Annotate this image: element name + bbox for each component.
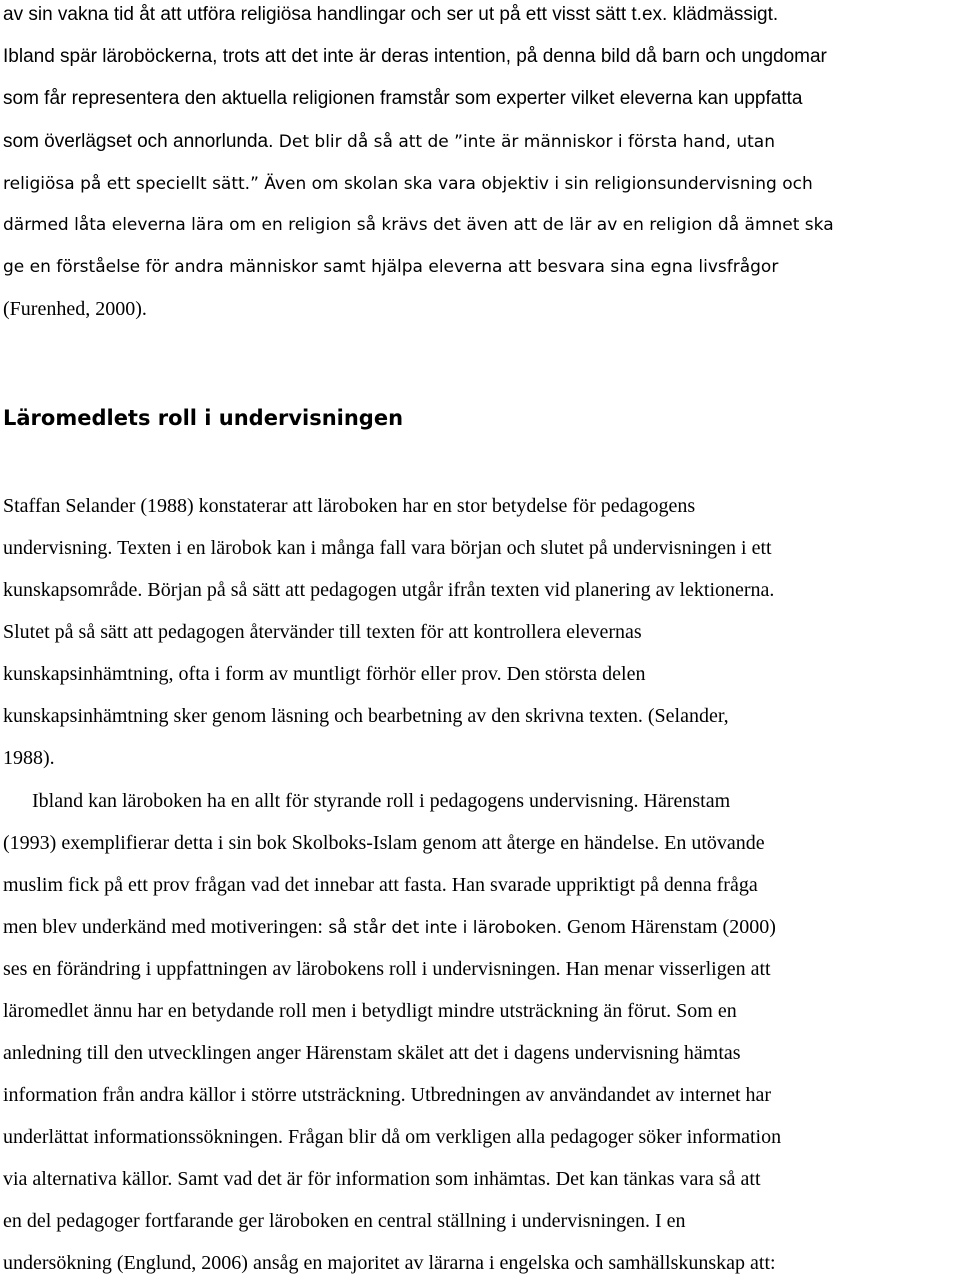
- text-segment: Genom Härenstam (2000): [562, 916, 776, 938]
- text-line: ge en förståelse för andra människor samt hjälpa eleverna att besvara sina egna livsfrågor: [3, 257, 779, 277]
- section-heading: Läromedlets roll i undervisningen: [3, 406, 404, 430]
- text-line: (Furenhed, 2000).: [3, 298, 147, 320]
- text-line: underlättat informationssökningen. Frågan blir då om verkligen alla pedagoger söker information: [3, 1126, 782, 1148]
- text-line: muslim fick på ett prov frågan vad det innebar att fasta. Han svarade uppriktigt på denna fråga: [3, 874, 758, 896]
- text-line: (1993) exemplifierar detta i sin bok Skolboks-Islam genom att återge en händelse. En utövande: [3, 832, 765, 854]
- text-line: anledning till den utvecklingen anger Härenstam skälet att det i dagens undervisning hämtas: [3, 1042, 741, 1064]
- text-line: därmed låta eleverna lära om en religion så krävs det även att de lär av en religion då ämnet ska: [3, 215, 834, 235]
- text-line: [3, 120, 958, 162]
- text-line: undersökning (Englund, 2006) ansåg en majoritet av lärarna i engelska och samhällskunskap att:: [3, 1252, 776, 1274]
- text-line: ses en förändring i uppfattningen av lärobokens roll i undervisningen. Han menar visserligen att: [3, 958, 771, 980]
- text-line: av sin vakna tid åt att utföra religiösa handlingar och ser ut på ett visst sätt t.ex. klädmässigt.: [3, 4, 779, 25]
- text-line: via alternativa källor. Samt vad det är för information som inhämtas. Det kan tänkas vara så att: [3, 1168, 761, 1190]
- text-line: [3, 906, 958, 948]
- text-segment: som överlägset och annorlunda.: [3, 131, 274, 152]
- quote-segment: Det blir då så att de ”inte är människor i första hand, utan: [273, 132, 775, 152]
- paragraph-2: [3, 485, 958, 779]
- text-line: Staffan Selander (1988) konstaterar att läroboken har en stor betydelse för pedagogens: [3, 495, 696, 517]
- text-line: en del pedagoger fortfarande ger läroboken en central ställning i undervisningen. I en: [3, 1210, 686, 1232]
- text-line: Ibland kan läroboken ha en allt för styrande roll i pedagogens undervisning. Härenstam: [32, 790, 731, 812]
- text-line: som får representera den aktuella religionen framstår som experter vilket eleverna kan uppfatta: [3, 88, 803, 109]
- text-line: kunskapsinhämtning sker genom läsning och bearbetning av den skrivna texten. (Selander,: [3, 705, 729, 727]
- paragraph-1: [3, 0, 958, 330]
- text-segment: Även om skolan ska vara objektiv i sin religionsundervisning och: [258, 174, 813, 194]
- text-line: [3, 162, 958, 204]
- text-line: 1988).: [3, 747, 55, 769]
- text-line: Slutet på så sätt att pedagogen återvänder till texten för att kontrollera elevernas: [3, 621, 642, 643]
- text-line: information från andra källor i större utsträckning. Utbredningen av användandet av internet har: [3, 1084, 772, 1106]
- quote-segment: religiösa på ett speciellt sätt.”: [3, 174, 259, 194]
- text-line: Ibland spär läroböckerna, trots att det inte är deras intention, på denna bild då barn och ungdomar: [3, 46, 827, 67]
- text-segment: men blev underkänd med motiveringen:: [3, 916, 323, 938]
- text-line: undervisning. Texten i en lärobok kan i många fall vara början och slutet på undervisningen i ett: [3, 537, 772, 559]
- quote-segment: så står det inte i läroboken.: [322, 918, 563, 938]
- text-line: kunskapsområde. Början på så sätt att pedagogen utgår ifrån texten vid planering av lektionerna.: [3, 579, 775, 601]
- paragraph-3: [3, 780, 958, 1281]
- text-line: kunskapsinhämtning, ofta i form av muntligt förhör eller prov. Den största delen: [3, 663, 646, 685]
- text-line: läromedlet ännu har en betydande roll men i betydligt mindre utsträckning än förut. Som en: [3, 1000, 737, 1022]
